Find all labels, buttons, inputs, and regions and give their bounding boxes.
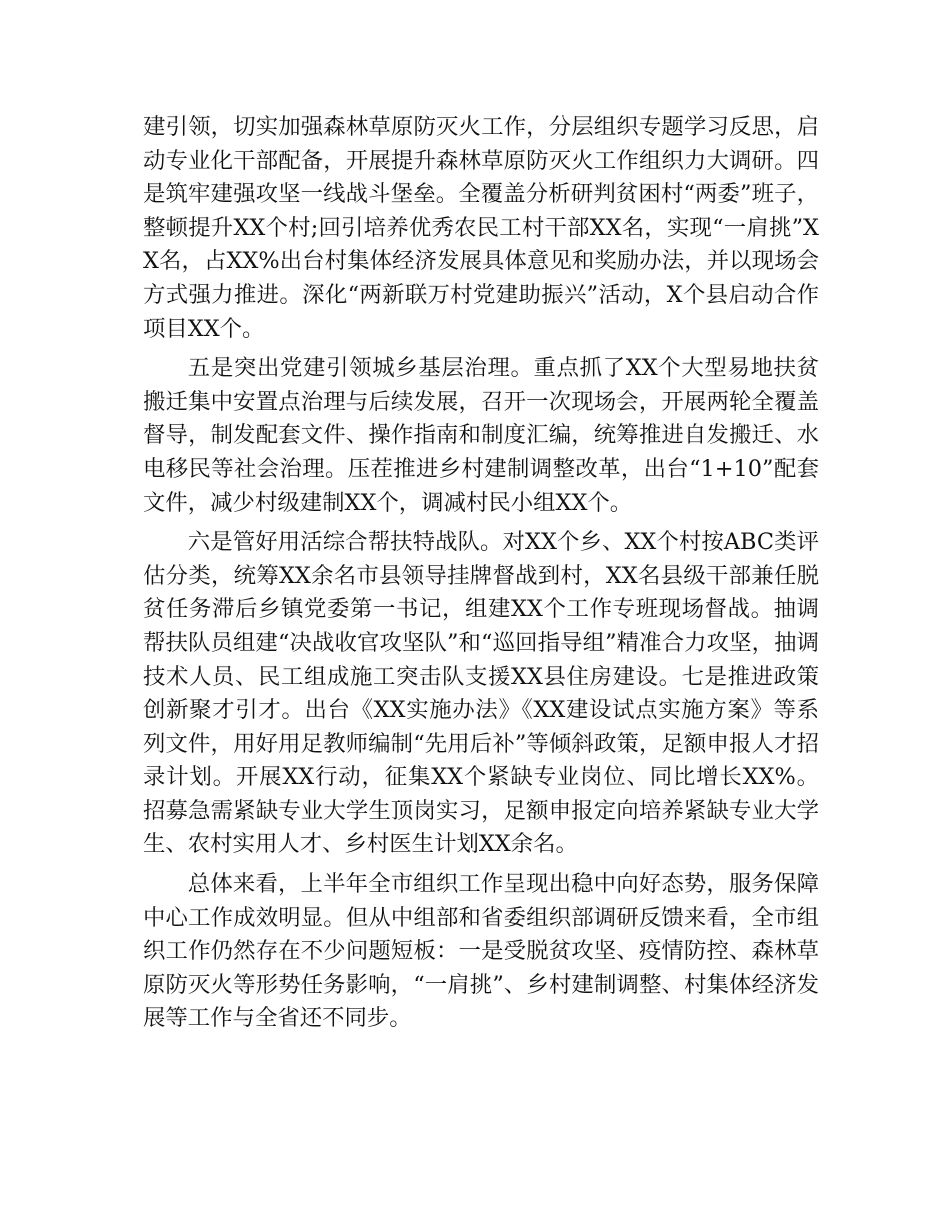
paragraph-4: 总体来看，上半年全市组织工作呈现出稳中向好态势，服务保障中心工作成效明显。但从中组部和省委组织部调研反馈来看，全市组织工作仍然存在不少问题短板：一是受脱贫攻坚、疫情防控、森林草原防灭火等形势任务影响，“一肩挑”、乡村建制调整、村集体经济发展等工作与全省还不同步。 [143,871,819,1032]
document-body [143,111,819,1042]
paragraph-3: 六是管好用活综合帮扶特战队。对XX个乡、XX个村按ABC类评估分类，统筹XX余名市县领导挂牌督战到村，XX名县级干部兼任脱贫任务滞后乡镇党委第一书记，组建XX个工作专班现场督战。抽调帮扶队员组建“决战收官攻坚队”和“巡回指导组”精准合力攻坚，抽调技术人员、民工组成施工突击队支援XX县住房建设。七是推进政策创新聚才引才。出台《XX实施办法》《XX建设试点实施方案》等系列文件，用好用足教师编制“先用后补”等倾斜政策，足额申报人才招录计划。开展XX行动，征集XX个紧缺专业岗位、同比增长XX%。招募急需紧缺专业大学生顶岗实习，足额申报定向培养紧缺专业大学生、农村实用人才、乡村医生计划XX余名。 [143,529,819,858]
paragraph-1: 建引领，切实加强森林草原防灭火工作，分层组织专题学习反思，启动专业化干部配备，开展提升森林草原防灭火工作组织力大调研。四是筑牢建强攻坚一线战斗堡垒。全覆盖分析研判贫困村“两委”班子，整顿提升XX个村;回引培养优秀农民工村干部XX名，实现“一肩挑”XX名，占XX%出台村集体经济发展具体意见和奖励办法，并以现场会方式强力推进。深化“两新联万村党建助振兴”活动，X个县启动合作项目XX个。 [143,114,819,342]
paragraph-2: 五是突出党建引领城乡基层治理。重点抓了XX个大型易地扶贫搬迁集中安置点治理与后续发展，召开一次现场会，开展两轮全覆盖督导，制发配套文件、操作指南和制度汇编，统筹推进自发搬迁、水电移民等社会治理。压茬推进乡村建制调整改革，出台“1+10”配套文件，减少村级建制XX个，调减村民小组XX个。 [143,355,819,516]
